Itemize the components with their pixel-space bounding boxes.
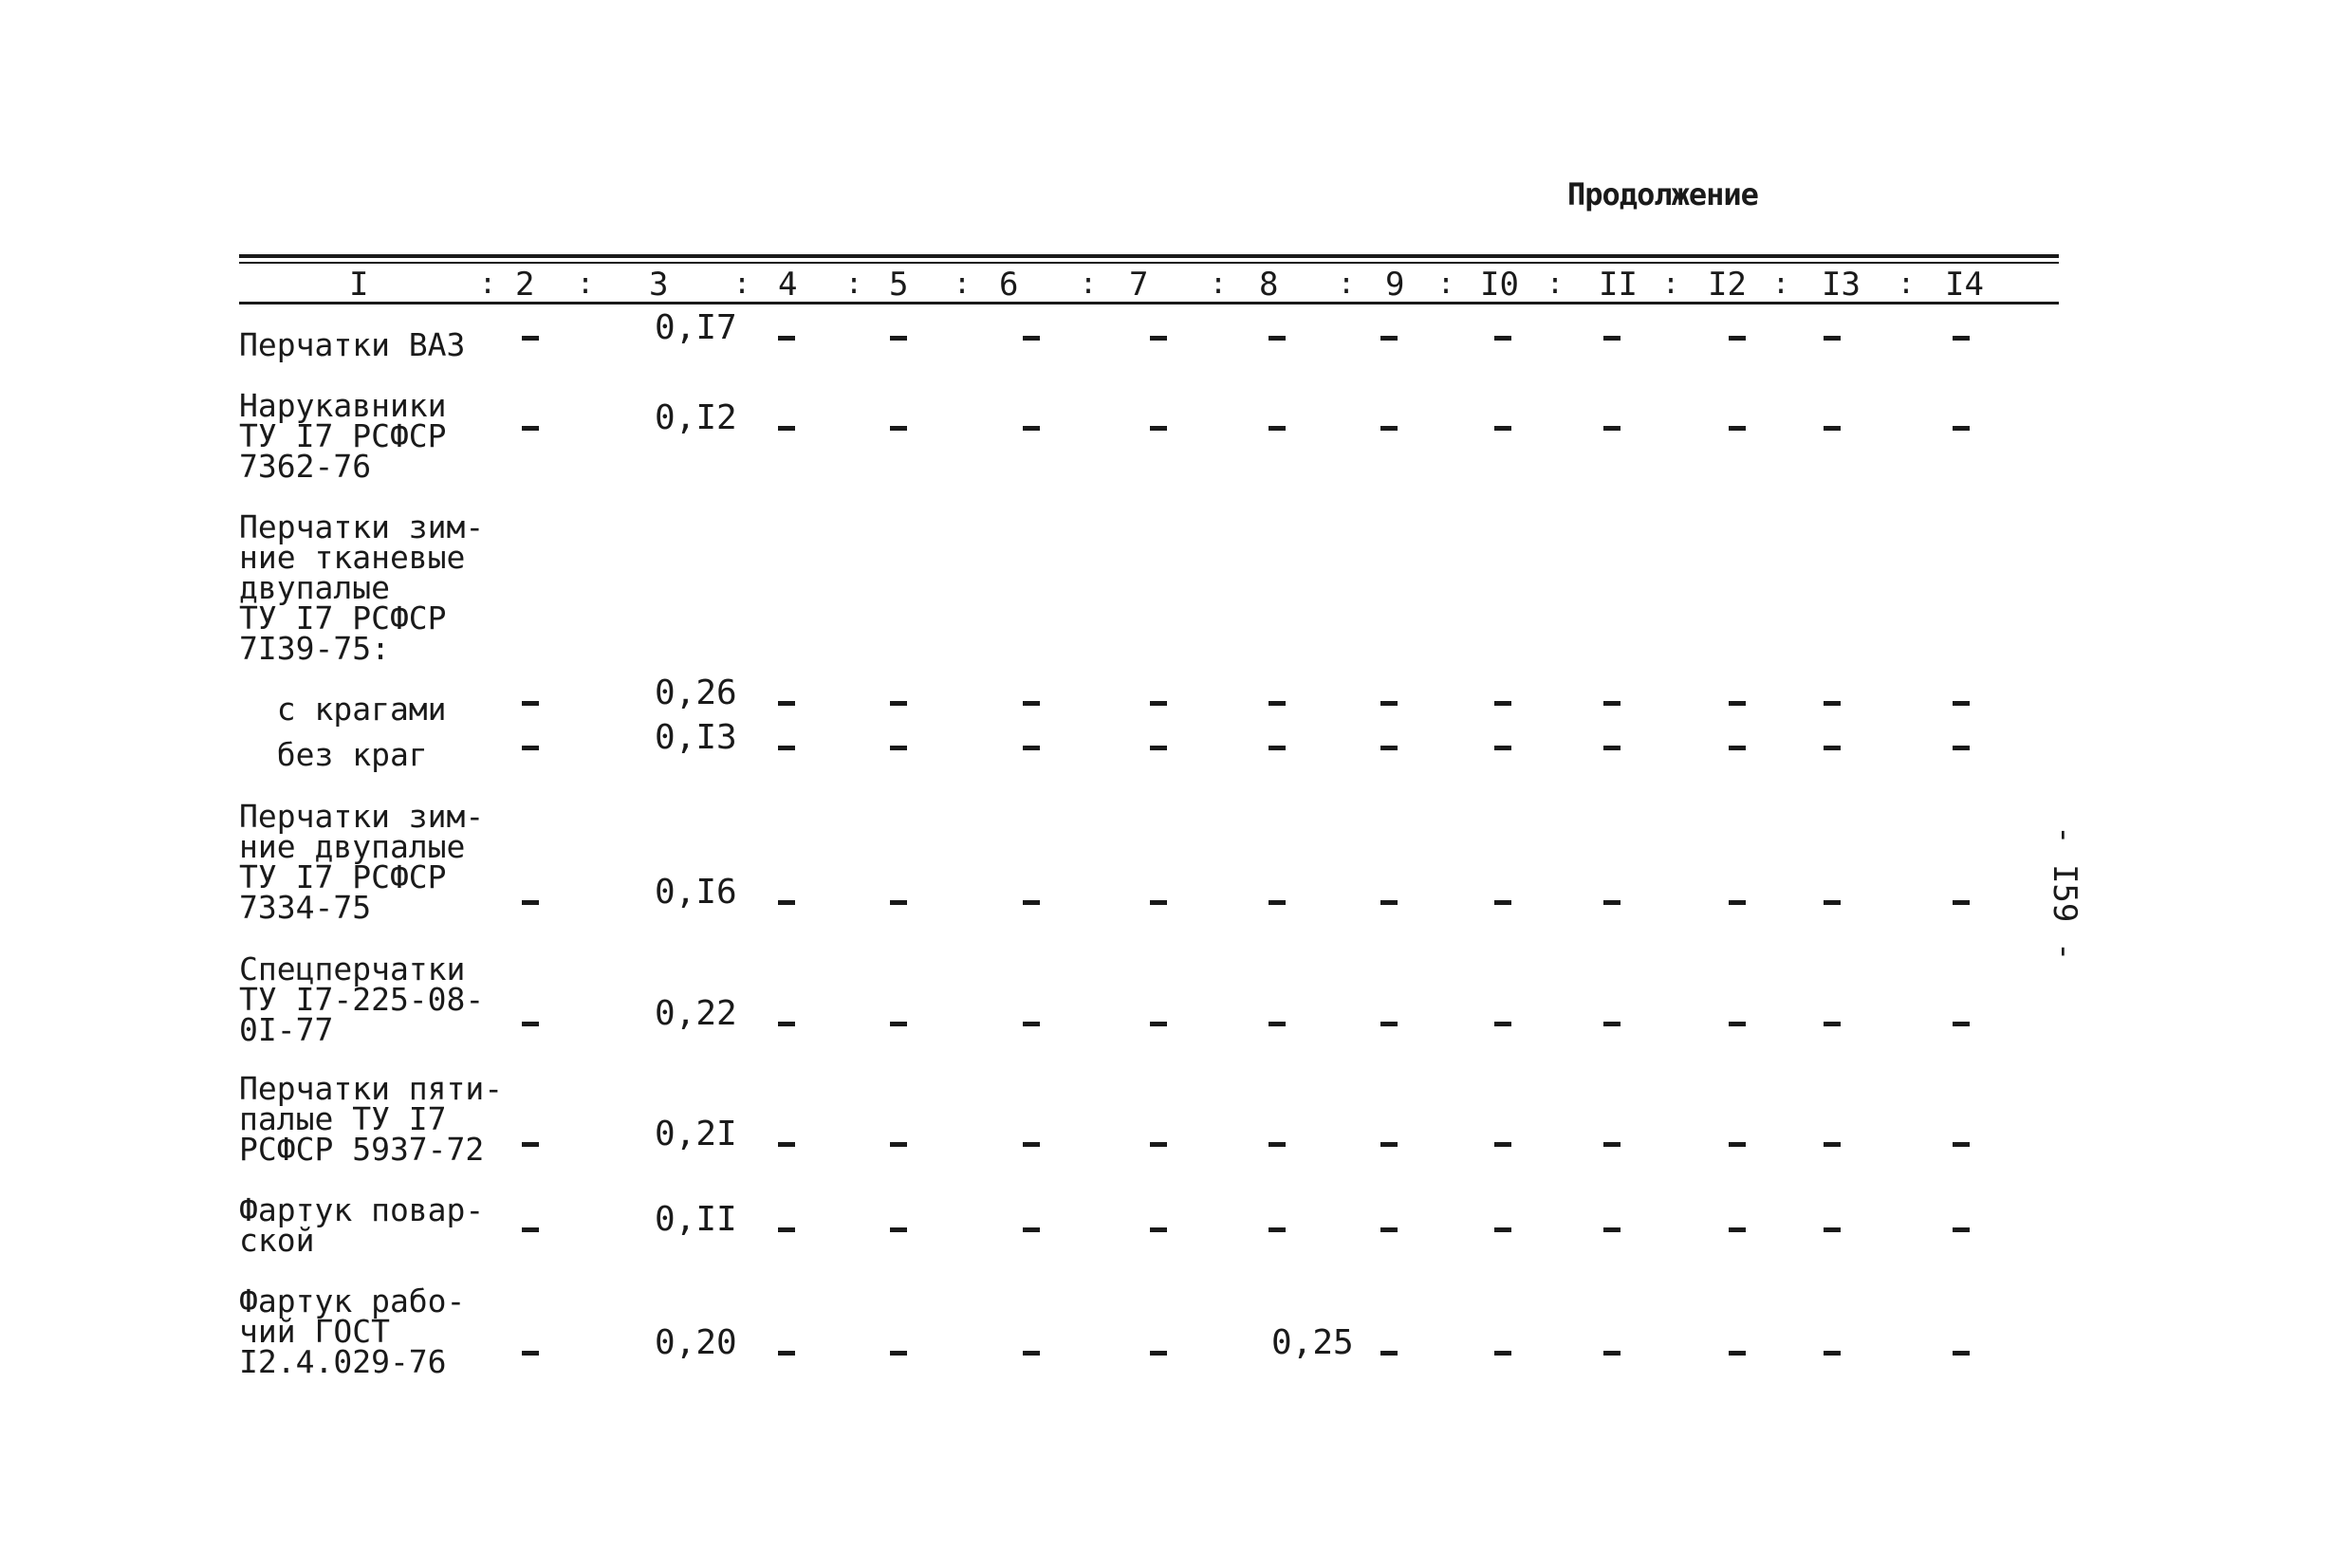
cell-col3: 0,I6 [655, 873, 737, 912]
empty-cell-dash [1603, 426, 1620, 431]
empty-cell-dash [1729, 1022, 1746, 1026]
empty-cell-dash [1269, 900, 1286, 905]
header-separator: : [954, 267, 972, 301]
empty-cell-dash [890, 1142, 907, 1147]
empty-cell-dash [1269, 336, 1286, 341]
empty-cell-dash [1494, 1351, 1511, 1356]
empty-cell-dash [890, 336, 907, 341]
header-separator: : [1338, 267, 1356, 301]
empty-cell-dash [890, 1227, 907, 1232]
cell-col3: 0,26 [655, 673, 737, 712]
empty-cell-dash [1023, 1022, 1040, 1026]
header-separator: : [845, 267, 863, 301]
header-col-13: I3 [1822, 266, 1861, 304]
cell-col3: 0,2I [655, 1115, 737, 1153]
empty-cell-dash [1729, 1227, 1746, 1232]
header-col-4: 4 [778, 266, 798, 304]
empty-cell-dash [522, 1022, 539, 1026]
row-label: Перчатки зим- ние тканевые двупалые ТУ I7 РСФСР 7I39-75: [239, 508, 485, 667]
empty-cell-dash [1824, 701, 1841, 706]
empty-cell-dash [1494, 701, 1511, 706]
empty-cell-dash [1380, 426, 1398, 431]
cell-col3: 0,I2 [655, 398, 737, 437]
empty-cell-dash [1953, 746, 1970, 750]
empty-cell-dash [890, 1022, 907, 1026]
empty-cell-dash [1603, 1227, 1620, 1232]
empty-cell-dash [1729, 900, 1746, 905]
empty-cell-dash [1953, 1142, 1970, 1147]
empty-cell-dash [1953, 900, 1970, 905]
empty-cell-dash [1494, 1022, 1511, 1026]
empty-cell-dash [1023, 900, 1040, 905]
cell-col8: 0,25 [1271, 1323, 1354, 1362]
empty-cell-dash [1023, 1142, 1040, 1147]
empty-cell-dash [890, 426, 907, 431]
cell-col3: 0,I7 [655, 308, 737, 347]
empty-cell-dash [1729, 701, 1746, 706]
header-separator: : [1437, 267, 1455, 301]
empty-cell-dash [522, 426, 539, 431]
empty-cell-dash [1269, 1227, 1286, 1232]
empty-cell-dash [1269, 1022, 1286, 1026]
table-header-rule [239, 302, 2059, 304]
empty-cell-dash [778, 900, 795, 905]
empty-cell-dash [778, 1227, 795, 1232]
row-label: Перчатки ВАЗ [239, 326, 466, 363]
empty-cell-dash [1603, 900, 1620, 905]
cell-col3: 0,II [655, 1200, 737, 1239]
empty-cell-dash [1729, 426, 1746, 431]
header-col-6: 6 [999, 266, 1019, 304]
row-label: без краг [239, 736, 428, 773]
empty-cell-dash [1380, 1142, 1398, 1147]
empty-cell-dash [1953, 1022, 1970, 1026]
empty-cell-dash [1269, 746, 1286, 750]
header-separator: : [479, 267, 497, 301]
empty-cell-dash [1023, 701, 1040, 706]
empty-cell-dash [522, 336, 539, 341]
empty-cell-dash [778, 1351, 795, 1356]
empty-cell-dash [1729, 746, 1746, 750]
empty-cell-dash [1269, 426, 1286, 431]
empty-cell-dash [522, 1227, 539, 1232]
empty-cell-dash [778, 336, 795, 341]
empty-cell-dash [778, 746, 795, 750]
empty-cell-dash [1824, 1142, 1841, 1147]
empty-cell-dash [1023, 336, 1040, 341]
empty-cell-dash [1023, 426, 1040, 431]
header-col-7: 7 [1129, 266, 1149, 304]
empty-cell-dash [1269, 701, 1286, 706]
header-col-14: I4 [1945, 266, 1984, 304]
header-col-5: 5 [889, 266, 909, 304]
empty-cell-dash [1150, 1022, 1167, 1026]
row-label: Перчатки пяти- палые ТУ I7 РСФСР 5937-72 [239, 1070, 504, 1168]
empty-cell-dash [1824, 900, 1841, 905]
empty-cell-dash [1824, 336, 1841, 341]
empty-cell-dash [1494, 1227, 1511, 1232]
empty-cell-dash [1150, 1227, 1167, 1232]
table-top-rule-thin [239, 262, 2059, 264]
header-separator: : [1772, 267, 1790, 301]
header-separator: : [1210, 267, 1228, 301]
empty-cell-dash [1494, 336, 1511, 341]
header-col-8: 8 [1259, 266, 1279, 304]
cell-col3: 0,22 [655, 994, 737, 1033]
empty-cell-dash [778, 1022, 795, 1026]
empty-cell-dash [1150, 336, 1167, 341]
empty-cell-dash [522, 746, 539, 750]
empty-cell-dash [1023, 746, 1040, 750]
empty-cell-dash [1824, 426, 1841, 431]
cell-col3: 0,20 [655, 1323, 737, 1362]
empty-cell-dash [1380, 746, 1398, 750]
header-separator: : [1662, 267, 1680, 301]
empty-cell-dash [1953, 426, 1970, 431]
empty-cell-dash [1150, 426, 1167, 431]
empty-cell-dash [1953, 701, 1970, 706]
empty-cell-dash [1023, 1227, 1040, 1232]
empty-cell-dash [1380, 900, 1398, 905]
empty-cell-dash [1953, 1227, 1970, 1232]
empty-cell-dash [1269, 1142, 1286, 1147]
empty-cell-dash [522, 701, 539, 706]
header-col-1: I [349, 266, 369, 304]
empty-cell-dash [1824, 1227, 1841, 1232]
empty-cell-dash [1380, 336, 1398, 341]
empty-cell-dash [1494, 426, 1511, 431]
empty-cell-dash [522, 900, 539, 905]
empty-cell-dash [778, 701, 795, 706]
continuation-label: Продолжение [1567, 176, 1758, 212]
table-top-rule [239, 254, 2059, 258]
row-label: с крагами [239, 691, 447, 728]
header-separator: : [577, 267, 595, 301]
cell-col3: 0,I3 [655, 718, 737, 757]
empty-cell-dash [1824, 1022, 1841, 1026]
empty-cell-dash [1953, 336, 1970, 341]
empty-cell-dash [1380, 701, 1398, 706]
empty-cell-dash [1603, 1022, 1620, 1026]
empty-cell-dash [890, 900, 907, 905]
empty-cell-dash [1150, 701, 1167, 706]
empty-cell-dash [1824, 1351, 1841, 1356]
empty-cell-dash [1729, 1142, 1746, 1147]
header-col-3: 3 [649, 266, 669, 304]
empty-cell-dash [1729, 1351, 1746, 1356]
header-col-2: 2 [515, 266, 535, 304]
empty-cell-dash [1380, 1351, 1398, 1356]
header-separator: : [1546, 267, 1565, 301]
row-label: Спецперчатки ТУ I7-225-08- 0I-77 [239, 950, 485, 1048]
page-number: - I59 - [2046, 825, 2083, 962]
empty-cell-dash [1603, 1142, 1620, 1147]
empty-cell-dash [522, 1142, 539, 1147]
row-label: Перчатки зим- ние двупалые ТУ I7 РСФСР 7334-75 [239, 798, 485, 926]
empty-cell-dash [1494, 900, 1511, 905]
empty-cell-dash [1023, 1351, 1040, 1356]
empty-cell-dash [1824, 746, 1841, 750]
empty-cell-dash [1494, 1142, 1511, 1147]
empty-cell-dash [1603, 746, 1620, 750]
empty-cell-dash [522, 1351, 539, 1356]
empty-cell-dash [1729, 336, 1746, 341]
empty-cell-dash [1150, 1142, 1167, 1147]
empty-cell-dash [890, 701, 907, 706]
empty-cell-dash [1603, 336, 1620, 341]
header-separator: : [733, 267, 751, 301]
empty-cell-dash [1380, 1022, 1398, 1026]
header-col-12: I2 [1708, 266, 1747, 304]
empty-cell-dash [890, 1351, 907, 1356]
empty-cell-dash [1380, 1227, 1398, 1232]
empty-cell-dash [1603, 701, 1620, 706]
empty-cell-dash [1603, 1351, 1620, 1356]
empty-cell-dash [1150, 900, 1167, 905]
header-col-9: 9 [1385, 266, 1405, 304]
empty-cell-dash [1150, 746, 1167, 750]
header-separator: : [1898, 267, 1916, 301]
empty-cell-dash [778, 1142, 795, 1147]
row-label: Нарукавники ТУ I7 РСФСР 7362-76 [239, 387, 447, 485]
row-label: Фартук рабо- чий ГОСТ I2.4.029-76 [239, 1282, 466, 1380]
empty-cell-dash [1494, 746, 1511, 750]
empty-cell-dash [1953, 1351, 1970, 1356]
header-col-11: II [1599, 266, 1638, 304]
row-label: Фартук повар- ской [239, 1191, 485, 1259]
header-col-10: I0 [1480, 266, 1519, 304]
empty-cell-dash [890, 746, 907, 750]
empty-cell-dash [1150, 1351, 1167, 1356]
empty-cell-dash [778, 426, 795, 431]
header-separator: : [1080, 267, 1098, 301]
